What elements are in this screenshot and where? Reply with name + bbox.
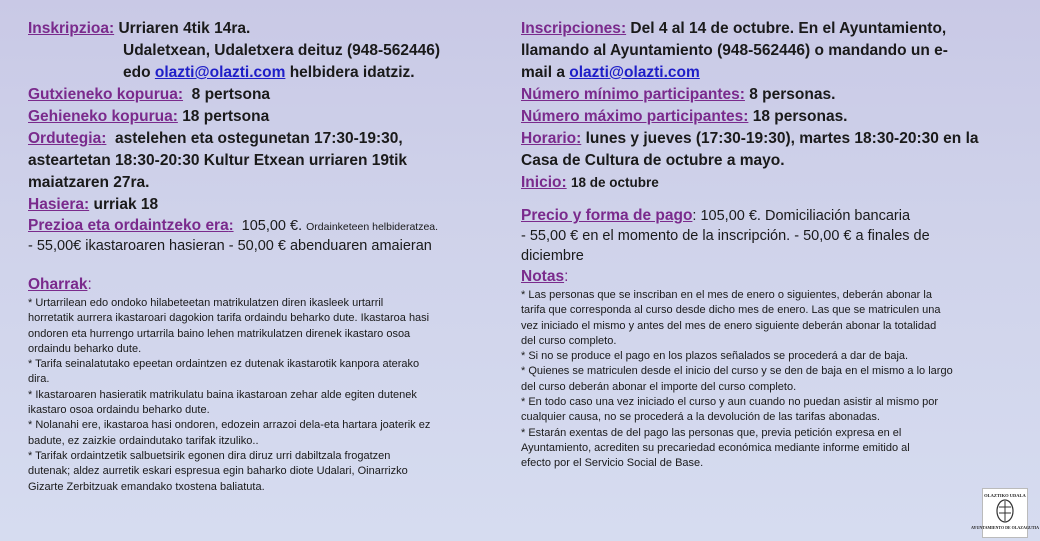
inscription-dates: Urriaren 4tik 14ra. xyxy=(118,20,251,37)
note-line: * Tarifa seinalatutako epeetan ordaintzen ez dutenak ikastarotik kanpora aterako xyxy=(28,358,420,371)
note-line: badute, ez zaizkie ordaindutako tarifak itzuliko.. xyxy=(28,434,259,447)
min-value: 8 pertsona xyxy=(191,86,271,103)
price-label: Precio y forma de pago xyxy=(521,207,693,224)
note-line: ordaindu beharko dute. xyxy=(28,342,142,355)
note-line: del curso deberán abonar el importe del curso completo. xyxy=(521,380,797,393)
inscription-block: Inscripciones: Del 4 al 14 de octubre. En el Ayuntamiento, xyxy=(521,20,947,37)
town-hall-logo xyxy=(971,488,1039,538)
price-installments: - 55,00 € en el momento de la inscripción. - 50,00 € a finales de xyxy=(521,228,930,244)
schedule-label: Horario xyxy=(521,130,577,147)
min-label: Gutxieneko kopurua: xyxy=(28,86,184,103)
note-line: Gizarte Zerbitzuak emandako txostena baliatuta. xyxy=(28,480,265,493)
min-participants xyxy=(521,84,1011,106)
note-line: efecto por el Servicio Social de Base. xyxy=(521,457,704,470)
inscription-phone: Udaletxean, Udaletxera deituz (948-562446) xyxy=(123,42,441,59)
basque-column xyxy=(28,18,498,495)
logo-top-text: OLAZTIKO UDALA xyxy=(984,493,1026,498)
max-participants xyxy=(28,106,498,128)
start-label: Hasiera xyxy=(28,196,85,213)
price: Precio y forma de pago: 105,00 €. Domiciliación bancaria xyxy=(521,207,911,224)
note-line: * Estarán exentas de del pago las personas que, previa petición expresa en el xyxy=(521,426,902,439)
note-line: ikastaro osoa ordaindu beharko dute. xyxy=(28,404,210,417)
inscription-dates: Del 4 al 14 de octubre. En el Ayuntamiento, xyxy=(630,20,947,37)
note-line: * Urtarrilean edo ondoko hilabeteetan matrikulatzen diren ikasleek urtarril xyxy=(28,297,384,309)
notes-heading: Notas: xyxy=(521,268,569,285)
min-participants xyxy=(28,84,498,106)
max-value: 18 personas. xyxy=(752,108,848,125)
note-line: cualquier causa, no se procederá a la devolución de las tarifas abonadas. xyxy=(521,411,880,424)
schedule-line-2: Casa de Cultura de octubre a mayo. xyxy=(521,152,785,169)
inscription-label: Inscripciones xyxy=(521,20,621,37)
schedule: Ordutegia: astelehen eta ostegunetan 17:30-19:30, xyxy=(28,130,403,147)
max-participants xyxy=(521,106,1011,128)
note-line: * Nolanahi ere, ikastaroa hasi ondoren, edozein arrazoi dela-eta hartara joaterik ez xyxy=(28,419,431,432)
max-value: 18 pertsona xyxy=(182,108,270,125)
note-line: del curso completo. xyxy=(521,334,617,347)
note-line: dira. xyxy=(28,373,50,386)
schedule: Horario: lunes y jueves (17:30-19:30), martes 18:30-20:30 en la xyxy=(521,130,979,147)
inscription-phone: llamando al Ayuntamiento (948-562446) o mandando un e- xyxy=(521,42,948,59)
schedule-line-3: maiatzaren 27ra. xyxy=(28,174,150,191)
inscription-label: Inskripzioa xyxy=(28,20,109,37)
notes-list xyxy=(28,296,498,495)
note-line: * Quienes se matriculen desde el inicio del curso y se den de baja en el mismo a lo largo xyxy=(521,365,953,378)
inscription-email-line: edo olazti@olazti.com helbidera idatziz. xyxy=(123,64,415,81)
note-line: * Si no se produce el pago en los plazos señalados se procederá a dar de baja. xyxy=(521,350,909,363)
inscription-block: Inskripzioa: Urriaren 4tik 14ra. xyxy=(28,20,251,37)
price-value: 105,00 €. Domiciliación bancaria xyxy=(700,208,911,224)
note-line: tarifa que corresponda al curso desde dicho mes de enero. Las que se matriculen una xyxy=(521,304,941,317)
email-link[interactable]: olazti@olazti.com xyxy=(569,64,700,81)
price-value: 105,00 €. xyxy=(241,218,303,234)
start: Hasiera: urriak 18 xyxy=(28,196,159,213)
price-installments: - 55,00€ ikastaroaren hasieran - 50,00 € abenduaren amaieran xyxy=(28,238,432,254)
max-label: Gehieneko kopurua: xyxy=(28,108,178,125)
price-label: Prezioa eta ordaintzeko era xyxy=(28,217,229,234)
notes-label: Oharrak xyxy=(28,276,88,293)
start: Inicio: 18 de octubre xyxy=(521,174,659,191)
price: Prezioa eta ordaintzeko era: 105,00 €. Ordainketeen helbideratzea. xyxy=(28,217,439,234)
note-line: horretatik aurrera ikastaroari dagokion tarifa ordaindu beharko dute. Ikastaroa hasi xyxy=(28,312,430,325)
note-line: * Ikastaroaren hasieratik matrikulatu baina ikastaroan zehar alde egiten dutenek xyxy=(28,388,417,401)
schedule-label: Ordutegia xyxy=(28,130,102,147)
note-line: vez iniciado el mismo y antes del mes de enero siguiente deberán abonar la totalidad xyxy=(521,319,937,332)
email-link[interactable]: olazti@olazti.com xyxy=(154,64,286,81)
logo-bottom-text: AYUNTAMIENTO DE OLAZAGUTIA xyxy=(971,525,1039,530)
price-note: Ordainketeen helbideratzea. xyxy=(306,221,439,233)
min-label: Número mínimo participantes: xyxy=(521,86,745,103)
start-value: 18 de octubre xyxy=(570,175,659,190)
notes-list xyxy=(521,288,1011,472)
note-line: * Las personas que se inscriban en el mes de enero o siguientes, deberán abonar la xyxy=(521,289,932,301)
min-value: 8 personas. xyxy=(749,86,836,103)
spanish-column xyxy=(521,18,1011,472)
note-line: ondoren eta hurrengo urtarrila baino lehen matrikulatzen direnek ikastaro osoa xyxy=(28,327,411,340)
note-line: Ayuntamiento, acrediten su precariedad económica mediante informe emitido al xyxy=(521,441,910,454)
notes-heading: Oharrak: xyxy=(28,276,92,293)
note-line: dutenak; aldez aurretik eskari espresua egin baharko diote Udalari, Oinarrizko xyxy=(28,465,408,478)
schedule-line-2: asteartetan 18:30-20:30 Kultur Etxean urriaren 19tik xyxy=(28,152,408,169)
crest-icon xyxy=(999,501,1011,521)
notes-label: Notas xyxy=(521,268,565,285)
note-line: * En todo caso una vez iniciado el curso y aun cuando no puedan asistir al mismo por xyxy=(521,396,939,409)
price-installments-2: diciembre xyxy=(521,248,584,264)
note-line: * Tarifak ordaintzetik salbuetsirik egonen dira diruz urri dabiltzala frogatzen xyxy=(28,449,391,462)
inscription-email-line: mail a olazti@olazti.com xyxy=(521,64,700,81)
max-label: Número máximo participantes: xyxy=(521,108,749,125)
start-value: urriak 18 xyxy=(93,196,159,213)
start-label: Inicio xyxy=(521,174,562,191)
